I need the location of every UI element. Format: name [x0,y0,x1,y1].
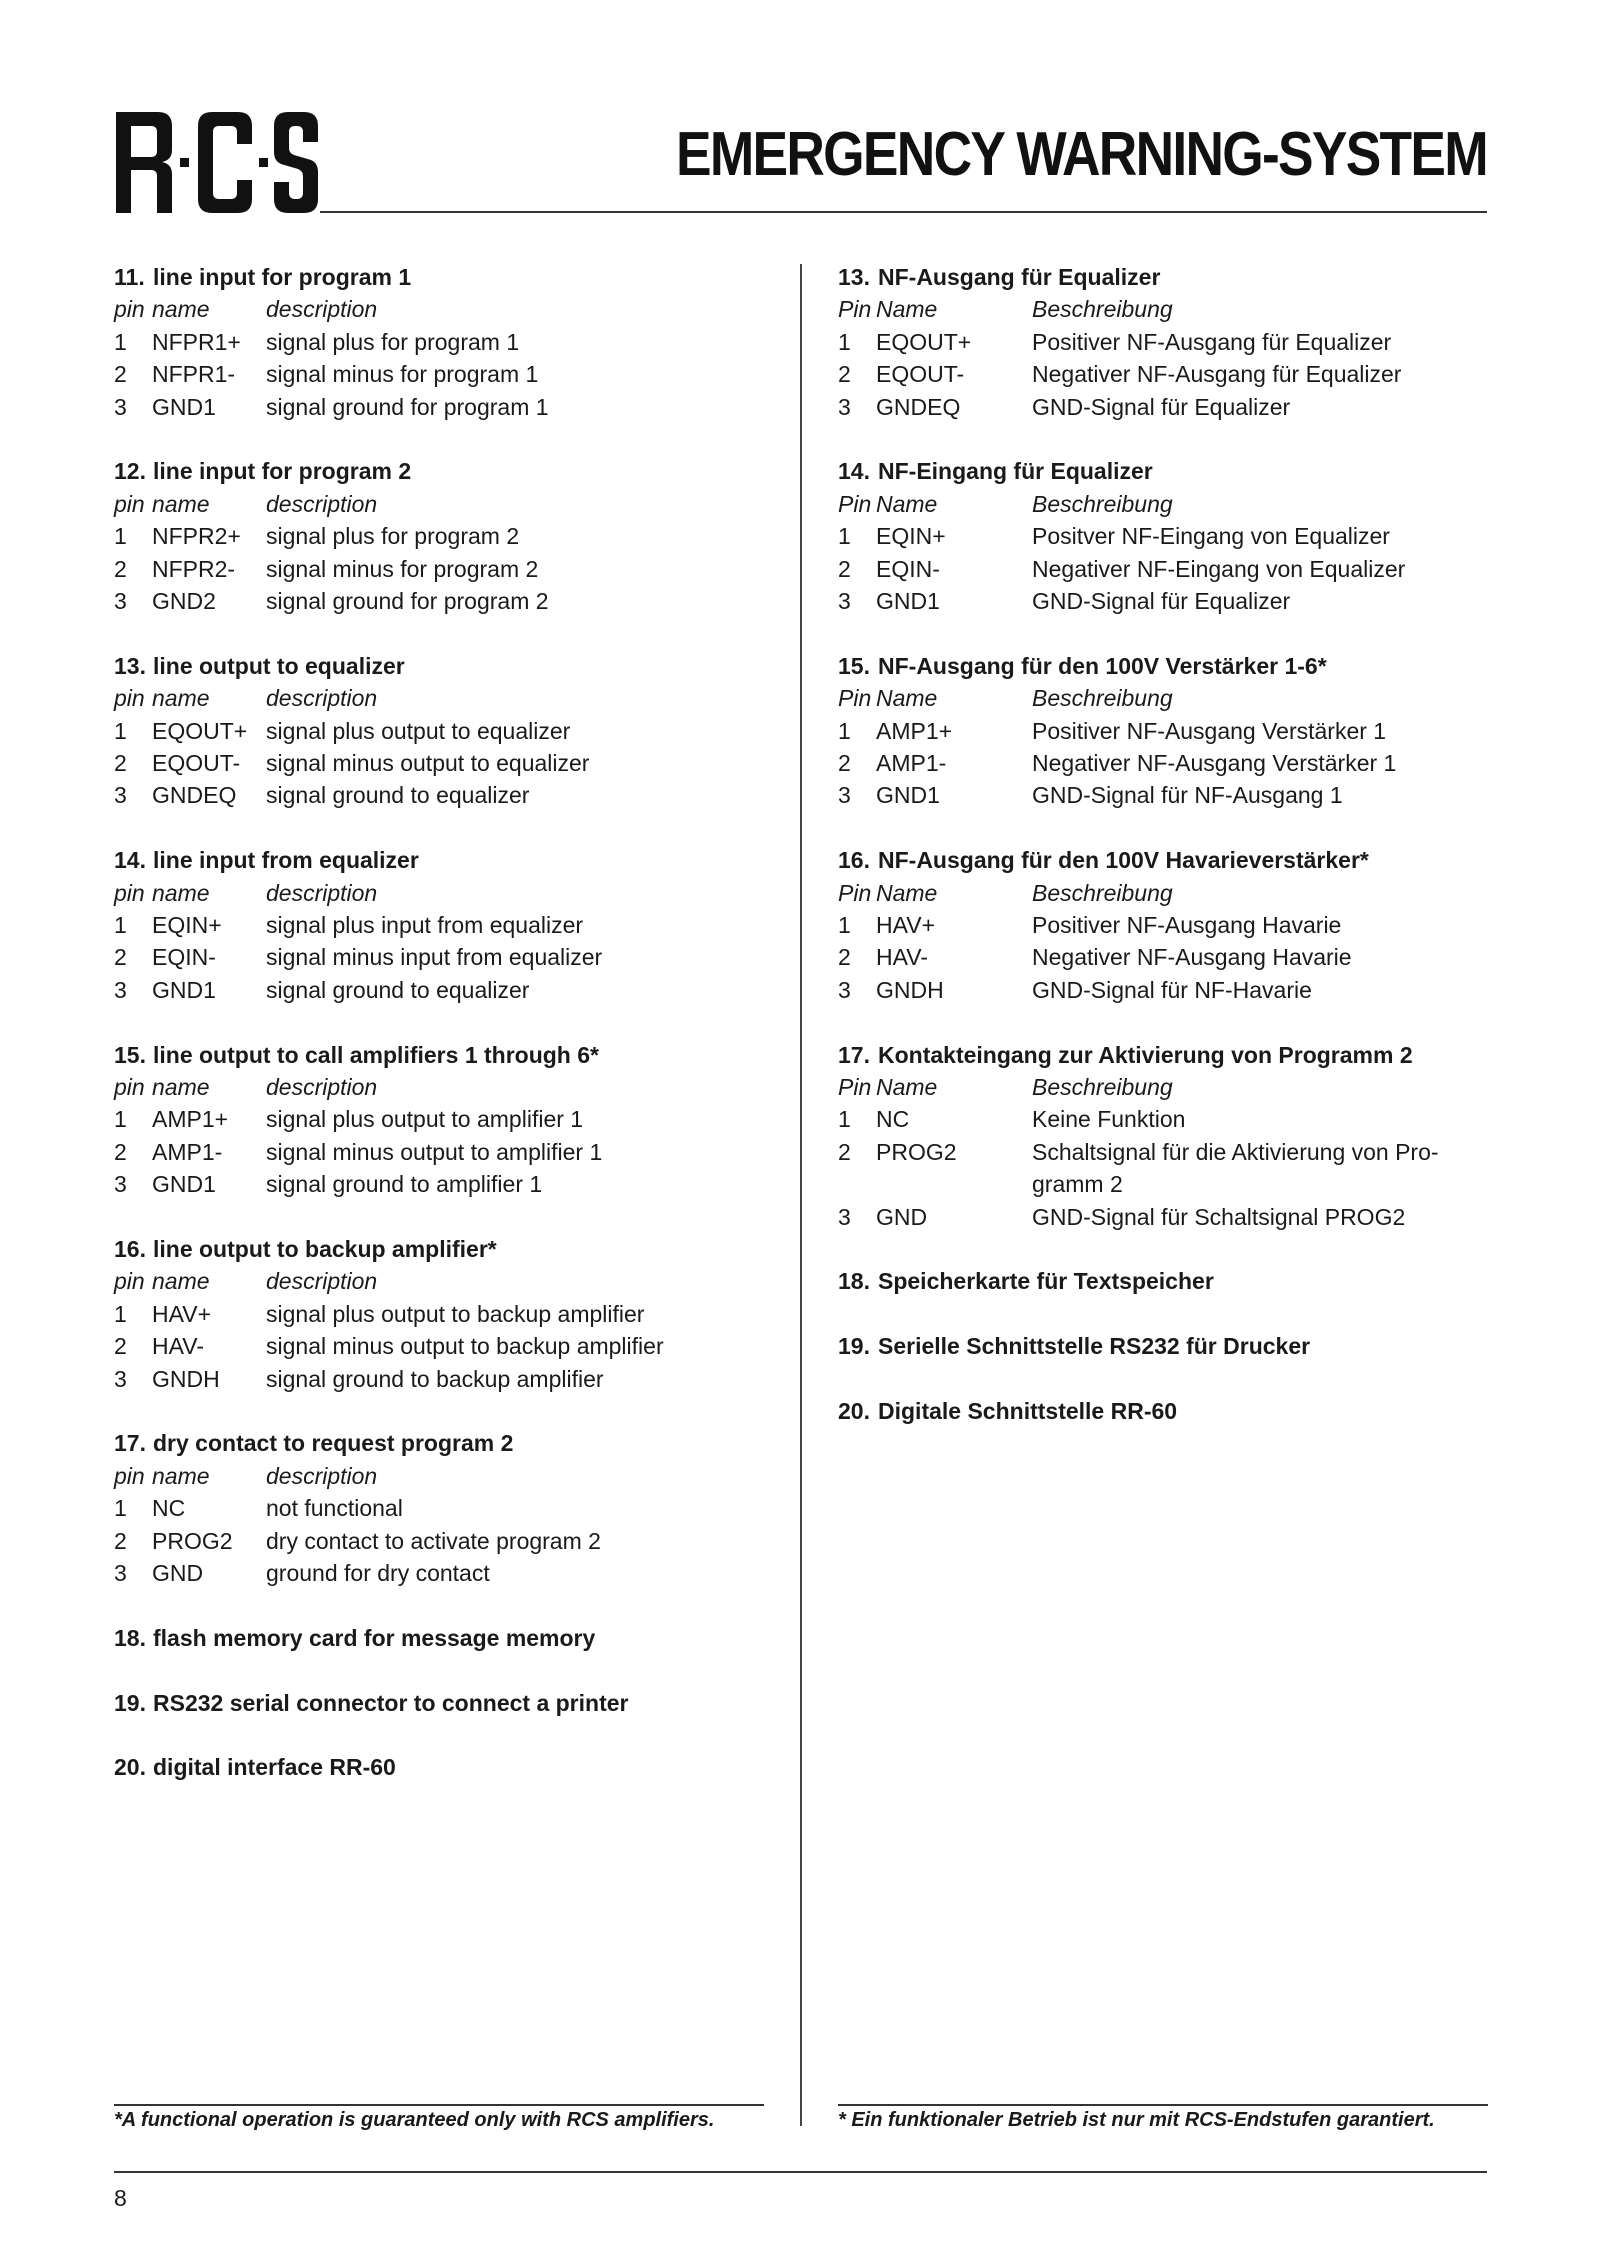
signal-description: dry contact to activate program 2 [266,1527,601,1554]
pin-number: 1 [114,328,127,355]
table-row [114,1492,601,1524]
signal-name: AMP1+ [152,1106,229,1133]
section-title [114,1687,794,1719]
pin-column-header: Pin [838,879,872,906]
pin-section [114,844,794,1006]
section-title [114,261,794,293]
section-title [114,650,794,682]
table-row [114,585,549,617]
table-row [114,1168,602,1200]
signal-name: GND1 [152,393,216,420]
pin-number: 3 [838,782,851,809]
table-header-row [838,877,1352,909]
pin-number: 1 [114,912,127,939]
signal-description: signal plus input from equalizer [266,912,584,939]
table-row [114,326,549,358]
name-column-header: name [152,1462,210,1489]
signal-name: HAV+ [152,1300,212,1327]
table-row [114,1330,664,1362]
signal-description: signal plus output to amplifier 1 [266,1106,584,1133]
pin-number: 2 [114,944,127,971]
section-heading: Kontakteingang zur Aktivierung von Programm 2 [878,1041,1413,1068]
section-title [838,844,1488,876]
table-row [114,941,602,973]
section-heading: Speicherkarte für Textspeicher [878,1268,1214,1295]
pin-table [114,682,589,812]
footnote-german: * Ein funktionaler Betrieb ist nur mit RCS-Endstufen garantiert. [838,2109,1435,2131]
signal-name: HAV+ [876,912,936,939]
section-title [838,1265,1488,1297]
signal-description: signal minus for program 2 [266,555,539,582]
section-title [114,1039,794,1071]
signal-description: Negativer NF-Ausgang für Equalizer [1032,361,1402,388]
table-row [114,715,589,747]
description-column-header: Beschreibung [1032,1074,1173,1101]
signal-name: GNDEQ [876,393,961,420]
signal-description: signal plus for program 2 [266,523,520,550]
pin-number: 3 [114,1171,127,1198]
left-column-english [114,261,794,1816]
pin-section [114,650,794,812]
pin-section [114,1233,794,1395]
signal-name: EQOUT+ [876,328,972,355]
pin-section [838,261,1488,423]
table-header-row [114,1460,601,1492]
name-column-header: Name [876,490,938,517]
description-column-header: description [266,879,378,906]
pin-column-header: pin [114,296,145,323]
pin-number: 1 [838,1106,851,1133]
pin-table [114,877,602,1007]
pin-number: 1 [838,912,851,939]
signal-description: signal minus output to backup amplifier [266,1333,664,1360]
pin-number: 1 [114,523,127,550]
section-number: 18. [838,1268,870,1295]
pin-number: 2 [114,361,127,388]
pin-section [114,1687,794,1719]
description-column-header: description [266,1074,378,1101]
pin-number: 2 [114,1527,127,1554]
pin-table [114,1460,601,1590]
section-number: 14. [838,458,870,485]
section-number: 16. [114,1236,146,1263]
table-row [114,1557,601,1589]
pin-number: 1 [114,717,127,744]
pin-table [838,877,1352,1007]
pin-number: 2 [838,750,851,777]
section-heading: line output to call amplifiers 1 through 6* [153,1041,599,1068]
signal-name: GND [876,1203,928,1230]
table-row [838,1103,1472,1135]
signal-name: EQIN+ [876,523,946,550]
name-column-header: Name [876,879,938,906]
pin-table [838,682,1396,812]
footer-rule [114,2171,1487,2173]
signal-description: signal minus input from equalizer [266,944,603,971]
section-heading: line input for program 2 [153,458,412,485]
pin-number: 2 [114,1138,127,1165]
pin-number: 2 [114,555,127,582]
table-row [114,520,549,552]
section-heading: line input from equalizer [153,847,419,874]
pin-number: 2 [838,555,851,582]
table-row [114,779,589,811]
signal-name: AMP1+ [876,717,953,744]
pin-number: 3 [838,976,851,1003]
page-number: 8 [114,2185,127,2211]
column-divider [800,264,802,2126]
table-row [114,747,589,779]
signal-name: PROG2 [876,1138,957,1165]
signal-name: EQOUT+ [152,717,248,744]
pin-column-header: pin [114,1462,145,1489]
pin-column-header: Pin [838,296,872,323]
pin-section [838,1039,1488,1233]
pin-section [838,455,1488,617]
signal-name: GND1 [152,1171,216,1198]
table-row [838,747,1396,779]
table-row [838,553,1405,585]
section-number: 17. [114,1430,146,1457]
pin-number: 2 [838,1138,851,1165]
pin-table [838,488,1405,618]
signal-name: PROG2 [152,1527,233,1554]
section-title [114,1622,794,1654]
signal-name: HAV- [152,1333,204,1360]
pin-number: 3 [114,393,127,420]
section-heading: NF-Ausgang für den 100V Verstärker 1-6* [878,652,1327,679]
table-row [114,1525,601,1557]
signal-description: Positiver NF-Ausgang Verstärker 1 [1032,717,1387,744]
right-column-german [838,261,1488,1460]
signal-name: EQIN- [152,944,216,971]
document-title: EMERGENCY WARNING-SYSTEM [676,120,1487,189]
description-column-header: Beschreibung [1032,879,1173,906]
table-row [838,715,1396,747]
signal-name: AMP1- [876,750,947,777]
pin-column-header: pin [114,490,145,517]
description-column-header: description [266,1462,378,1489]
section-heading: NF-Eingang für Equalizer [878,458,1153,485]
section-heading: flash memory card for message memory [153,1624,596,1651]
section-number: 19. [114,1689,146,1716]
table-header-row [114,1071,602,1103]
section-heading: line output to backup amplifier* [153,1236,497,1263]
rcs-logo [114,110,319,215]
signal-description: signal ground for program 2 [266,588,549,615]
signal-description: ground for dry contact [266,1560,490,1587]
table-row [838,779,1396,811]
signal-description: Positiver NF-Ausgang Havarie [1032,912,1342,939]
pin-number: 2 [838,944,851,971]
section-title [838,1330,1488,1362]
table-header-row [838,293,1401,325]
pin-section [838,1330,1488,1362]
table-row [838,358,1401,390]
signal-name: EQIN- [876,555,940,582]
section-heading: digital interface RR-60 [153,1754,396,1781]
signal-name: GND2 [152,588,216,615]
section-heading: Digitale Schnittstelle RR-60 [878,1398,1178,1424]
section-number: 20. [838,1398,870,1424]
table-row [838,941,1352,973]
pin-column-header: Pin [838,1074,872,1101]
table-row [114,909,602,941]
pin-section [114,1622,794,1654]
signal-description: GND-Signal für Equalizer [1032,393,1291,420]
signal-description: GND-Signal für Equalizer [1032,588,1291,615]
pin-number: 1 [838,717,851,744]
pin-number: 3 [838,588,851,615]
name-column-header: Name [876,1074,938,1101]
section-number: 11. [114,264,145,290]
description-column-header: description [266,685,378,712]
table-row [838,391,1401,423]
pin-table [114,1071,602,1201]
table-row [838,1201,1472,1233]
section-number: 17. [838,1041,870,1068]
name-column-header: Name [876,296,938,323]
pin-section [114,261,794,423]
section-title [838,1039,1488,1071]
table-row [114,1298,664,1330]
signal-name: GND [152,1560,204,1587]
signal-description: GND-Signal für NF-Havarie [1032,976,1312,1003]
section-number: 13. [114,652,146,679]
table-row [838,520,1405,552]
table-row [838,1136,1472,1201]
pin-section [114,1427,794,1589]
pin-column-header: Pin [838,490,872,517]
table-header-row [838,1071,1472,1103]
pin-section [838,844,1488,1006]
pin-number: 3 [114,1560,127,1587]
signal-description: Keine Funktion [1032,1106,1186,1133]
section-title [838,261,1488,293]
section-number: 20. [114,1754,146,1781]
signal-description: Negativer NF-Eingang von Equalizer [1032,555,1406,582]
signal-name: GNDH [876,976,944,1003]
pin-column-header: pin [114,1268,145,1295]
pin-number: 3 [114,588,127,615]
pin-number: 3 [114,1365,127,1392]
section-number: 13. [838,264,870,290]
section-heading: RS232 serial connector to connect a printer [153,1689,629,1716]
pin-section [114,1039,794,1201]
pin-number: 1 [838,328,851,355]
signal-name: AMP1- [152,1138,223,1165]
signal-description: signal plus output to equalizer [266,717,571,744]
name-column-header: name [152,1074,210,1101]
pin-number: 2 [114,1333,127,1360]
pin-table [838,293,1401,423]
section-heading: NF-Ausgang für Equalizer [878,264,1161,290]
signal-name: EQOUT- [876,361,965,388]
signal-description: signal minus output to amplifier 1 [266,1138,603,1165]
name-column-header: name [152,296,210,323]
table-row [838,585,1405,617]
pin-number: 1 [114,1300,127,1327]
pin-number: 1 [114,1106,127,1133]
footnote-rule-right [838,2104,1488,2106]
section-title [114,1427,794,1459]
pin-number: 1 [114,1495,127,1522]
table-header-row [114,682,589,714]
signal-description: signal minus output to equalizer [266,750,590,777]
signal-name: NFPR1+ [152,328,241,355]
signal-description: not functional [266,1495,403,1522]
table-row [114,974,602,1006]
table-row [114,1103,602,1135]
table-row [114,358,549,390]
section-heading: line output to equalizer [153,652,405,679]
table-header-row [114,293,549,325]
description-column-header: Beschreibung [1032,296,1173,323]
signal-name: EQOUT- [152,750,241,777]
section-title [114,1751,794,1783]
pin-table [114,488,549,618]
section-title [838,455,1488,487]
pin-column-header: pin [114,879,145,906]
description-column-header: description [266,296,378,323]
pin-column-header: pin [114,1074,145,1101]
section-number: 19. [838,1333,870,1360]
signal-description: Positver NF-Eingang von Equalizer [1032,523,1390,550]
table-header-row [838,682,1396,714]
pin-section [838,1265,1488,1297]
pin-number: 3 [838,393,851,420]
pin-section [114,1751,794,1783]
signal-description: signal ground for program 1 [266,393,549,420]
section-number: 18. [114,1624,146,1651]
description-column-header: description [266,490,378,517]
name-column-header: name [152,685,210,712]
signal-description: Schaltsignal für die Aktivierung von Pro-gramm 2 [1032,1138,1439,1198]
signal-description: Negativer NF-Ausgang Havarie [1032,944,1352,971]
section-heading: Serielle Schnittstelle RS232 für Drucker [878,1333,1311,1360]
description-column-header: Beschreibung [1032,685,1173,712]
signal-description: signal ground to equalizer [266,976,530,1003]
table-row [114,1363,664,1395]
signal-description: GND-Signal für Schaltsignal PROG2 [1032,1203,1406,1230]
table-row [838,974,1352,1006]
pin-table [114,293,549,423]
signal-description: GND-Signal für NF-Ausgang 1 [1032,782,1343,809]
section-title [114,455,794,487]
pin-section [838,1395,1488,1427]
pin-table [114,1265,664,1395]
pin-column-header: pin [114,685,145,712]
signal-name: NFPR1- [152,361,236,388]
signal-name: EQIN+ [152,912,222,939]
section-number: 14. [114,847,146,874]
section-number: 15. [114,1041,146,1068]
signal-name: GND1 [876,782,940,809]
table-header-row [114,877,602,909]
table-row [838,909,1352,941]
signal-name: GND1 [152,976,216,1003]
table-row [114,553,549,585]
pin-section [838,650,1488,812]
signal-name: NFPR2- [152,555,236,582]
pin-number: 2 [114,750,127,777]
signal-description: signal plus for program 1 [266,328,520,355]
section-heading: dry contact to request program 2 [153,1430,514,1457]
signal-description: signal plus output to backup amplifier [266,1300,645,1327]
pin-number: 3 [838,1203,851,1230]
signal-name: HAV- [876,944,928,971]
signal-name: NFPR2+ [152,523,241,550]
pin-number: 1 [838,523,851,550]
pin-column-header: Pin [838,685,872,712]
name-column-header: Name [876,685,938,712]
section-heading: NF-Ausgang für den 100V Havarieverstärker* [878,847,1369,874]
pin-number: 3 [114,976,127,1003]
pin-section [114,455,794,617]
section-title [838,650,1488,682]
signal-name: NC [876,1106,910,1133]
footnote-english: *A functional operation is guaranteed only with RCS amplifiers. [114,2109,715,2131]
signal-description: Positiver NF-Ausgang für Equalizer [1032,328,1392,355]
section-number: 15. [838,652,870,679]
signal-name: GND1 [876,588,940,615]
section-number: 16. [838,847,870,874]
description-column-header: description [266,1268,378,1295]
table-row [838,326,1401,358]
signal-name: GNDEQ [152,782,237,809]
table-header-row [838,488,1405,520]
signal-description: Negativer NF-Ausgang Verstärker 1 [1032,750,1397,777]
signal-description: signal minus for program 1 [266,361,539,388]
description-column-header: Beschreibung [1032,490,1173,517]
signal-description: signal ground to backup amplifier [266,1365,604,1392]
header-rule [320,211,1487,213]
pin-number: 3 [114,782,127,809]
table-header-row [114,488,549,520]
signal-name: NC [152,1495,186,1522]
section-title [114,1233,794,1265]
table-row [114,1136,602,1168]
pin-table [838,1071,1472,1233]
signal-description: signal ground to amplifier 1 [266,1171,543,1198]
rcs-logo-mark [114,110,319,215]
section-title [838,1395,1488,1427]
name-column-header: name [152,490,210,517]
pin-number: 2 [838,361,851,388]
section-number: 12. [114,458,146,485]
name-column-header: name [152,879,210,906]
signal-description: signal ground to equalizer [266,782,530,809]
table-row [114,391,549,423]
section-heading: line input for program 1 [153,264,412,290]
signal-name: GNDH [152,1365,220,1392]
name-column-header: name [152,1268,210,1295]
table-header-row [114,1265,664,1297]
footnote-rule-left [114,2104,764,2106]
section-title [114,844,794,876]
